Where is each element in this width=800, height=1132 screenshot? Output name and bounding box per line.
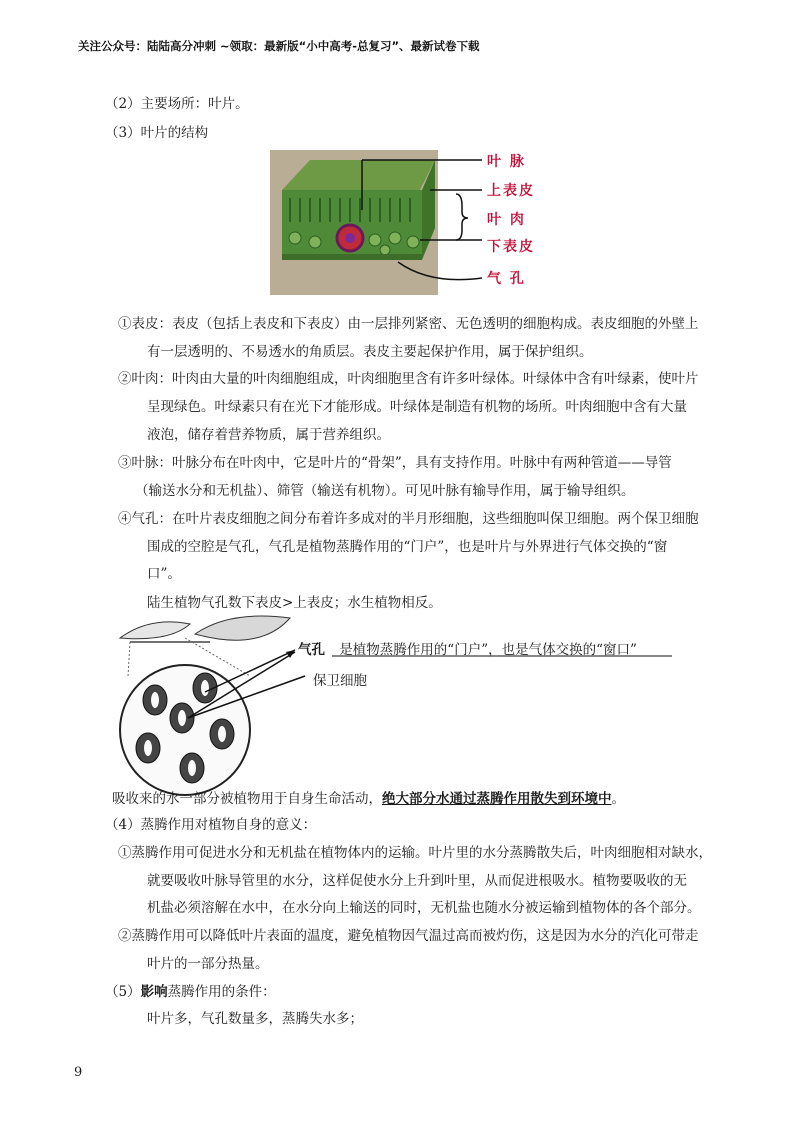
section-5-rest: 蒸腾作用的条件： xyxy=(167,984,276,1000)
item-vein-line-2: （输送水分和无机盐）、筛管（输送有机物）。可见叶脉有输导作用，属于输导组织。 xyxy=(135,483,635,499)
section-3-heading: （3）叶片的结构 xyxy=(105,125,209,141)
section-5-prefix: （5） xyxy=(105,984,141,1000)
item-stomata-line-2: 围成的空腔是气孔，气孔是植物蒸腾作用的“门户”，也是叶片与外界进行气体交换的“窗 xyxy=(147,539,668,555)
item-epidermis-line-1: ①表皮：表皮（包括上表皮和下表皮）由一层排列紧密、无色透明的细胞构成。表皮细胞的外壁上 xyxy=(118,316,699,332)
item-mesophyll-line-2: 呈现绿色。叶绿素只有在光下才能形成。叶绿体是制造有机物的场所。叶肉细胞中含有大量 xyxy=(147,399,687,415)
section-5-line-1: 叶片多，气孔数量多，蒸腾失水多； xyxy=(147,1011,363,1027)
page-header: 关注公众号：陆陆高分冲刺 ~领取：最新版“小中高考-总复习”、最新试卷下载 xyxy=(78,39,480,53)
item-stomata-line-3: 口”。 xyxy=(147,566,181,582)
meaning-1-line-3: 机盐必须溶解在水中，在水分向上输送的同时，无机盐也随水分被运输到植物体的各个部分。 xyxy=(147,900,701,916)
water-absorption-sentence xyxy=(112,787,625,807)
stomata-figure xyxy=(110,612,690,802)
section-2-heading: （2）主要场所：叶片。 xyxy=(105,96,249,112)
item-stomata-line-1: ④气孔：在叶片表皮细胞之间分布着许多成对的半月形细胞，这些细胞叫保卫细胞。两个保卫细胞 xyxy=(118,511,699,527)
label-lower-epidermis: 下表皮 xyxy=(487,239,535,255)
stomata-caption-term: 气孔 xyxy=(298,642,325,658)
item-mesophyll-line-3: 液泡，储存着营养物质，属于营养组织。 xyxy=(147,427,390,443)
label-leaf-vein: 叶 脉 xyxy=(487,154,526,170)
label-stomata: 气 孔 xyxy=(487,271,526,287)
water-absorption-emphasis: 绝大部分水通过蒸腾作用散失到环境中 xyxy=(382,791,612,807)
guard-cell-label: 保卫细胞 xyxy=(313,673,367,689)
meaning-1-line-1: ①蒸腾作用可促进水分和无机盐在植物体内的运输。叶片里的水分蒸腾散失后，叶肉细胞相对缺水， xyxy=(118,845,712,861)
item-stomata-line-4: 陆生植物气孔数下表皮>上表皮；水生植物相反。 xyxy=(147,595,442,611)
stomata-caption xyxy=(298,638,637,658)
meaning-1-line-2: 就要吸收叶脉导管里的水分，这样促使水分上升到叶里，从而促进根吸水。植物要吸收的无 xyxy=(147,873,687,889)
water-absorption-end: 。 xyxy=(611,791,625,807)
item-vein-line-1: ③叶脉：叶脉分布在叶肉中，它是叶片的“骨架”，具有支持作用。叶脉中有两种管道——导管 xyxy=(118,455,672,471)
item-epidermis-line-2: 有一层透明的、不易透水的角质层。表皮主要起保护作用，属于保护组织。 xyxy=(147,344,593,360)
section-4-heading: （4）蒸腾作用对植物自身的意义： xyxy=(105,817,317,833)
label-mesophyll: 叶 肉 xyxy=(487,212,526,228)
leaf-structure-figure xyxy=(270,150,570,295)
meaning-2-line-2: 叶片的一部分热量。 xyxy=(147,956,269,972)
water-absorption-text: 吸收来的水一部分被植物用于自身生命活动， xyxy=(112,791,382,807)
section-5-heading xyxy=(105,980,276,1000)
section-5-bold: 影响 xyxy=(140,984,168,1000)
label-upper-epidermis: 上表皮 xyxy=(487,183,535,199)
item-mesophyll-line-1: ②叶肉：叶肉由大量的叶肉细胞组成，叶肉细胞里含有许多叶绿体。叶绿体中含有叶绿素，使叶片 xyxy=(118,371,699,387)
meaning-2-line-1: ②蒸腾作用可以降低叶片表面的温度，避免植物因气温过高而被灼伤，这是因为水分的汽化可带走 xyxy=(118,928,699,944)
stomata-caption-text: 是植物蒸腾作用的“门户”，也是气体交换的“窗口” xyxy=(339,642,637,658)
page-number: 9 xyxy=(74,1065,83,1080)
